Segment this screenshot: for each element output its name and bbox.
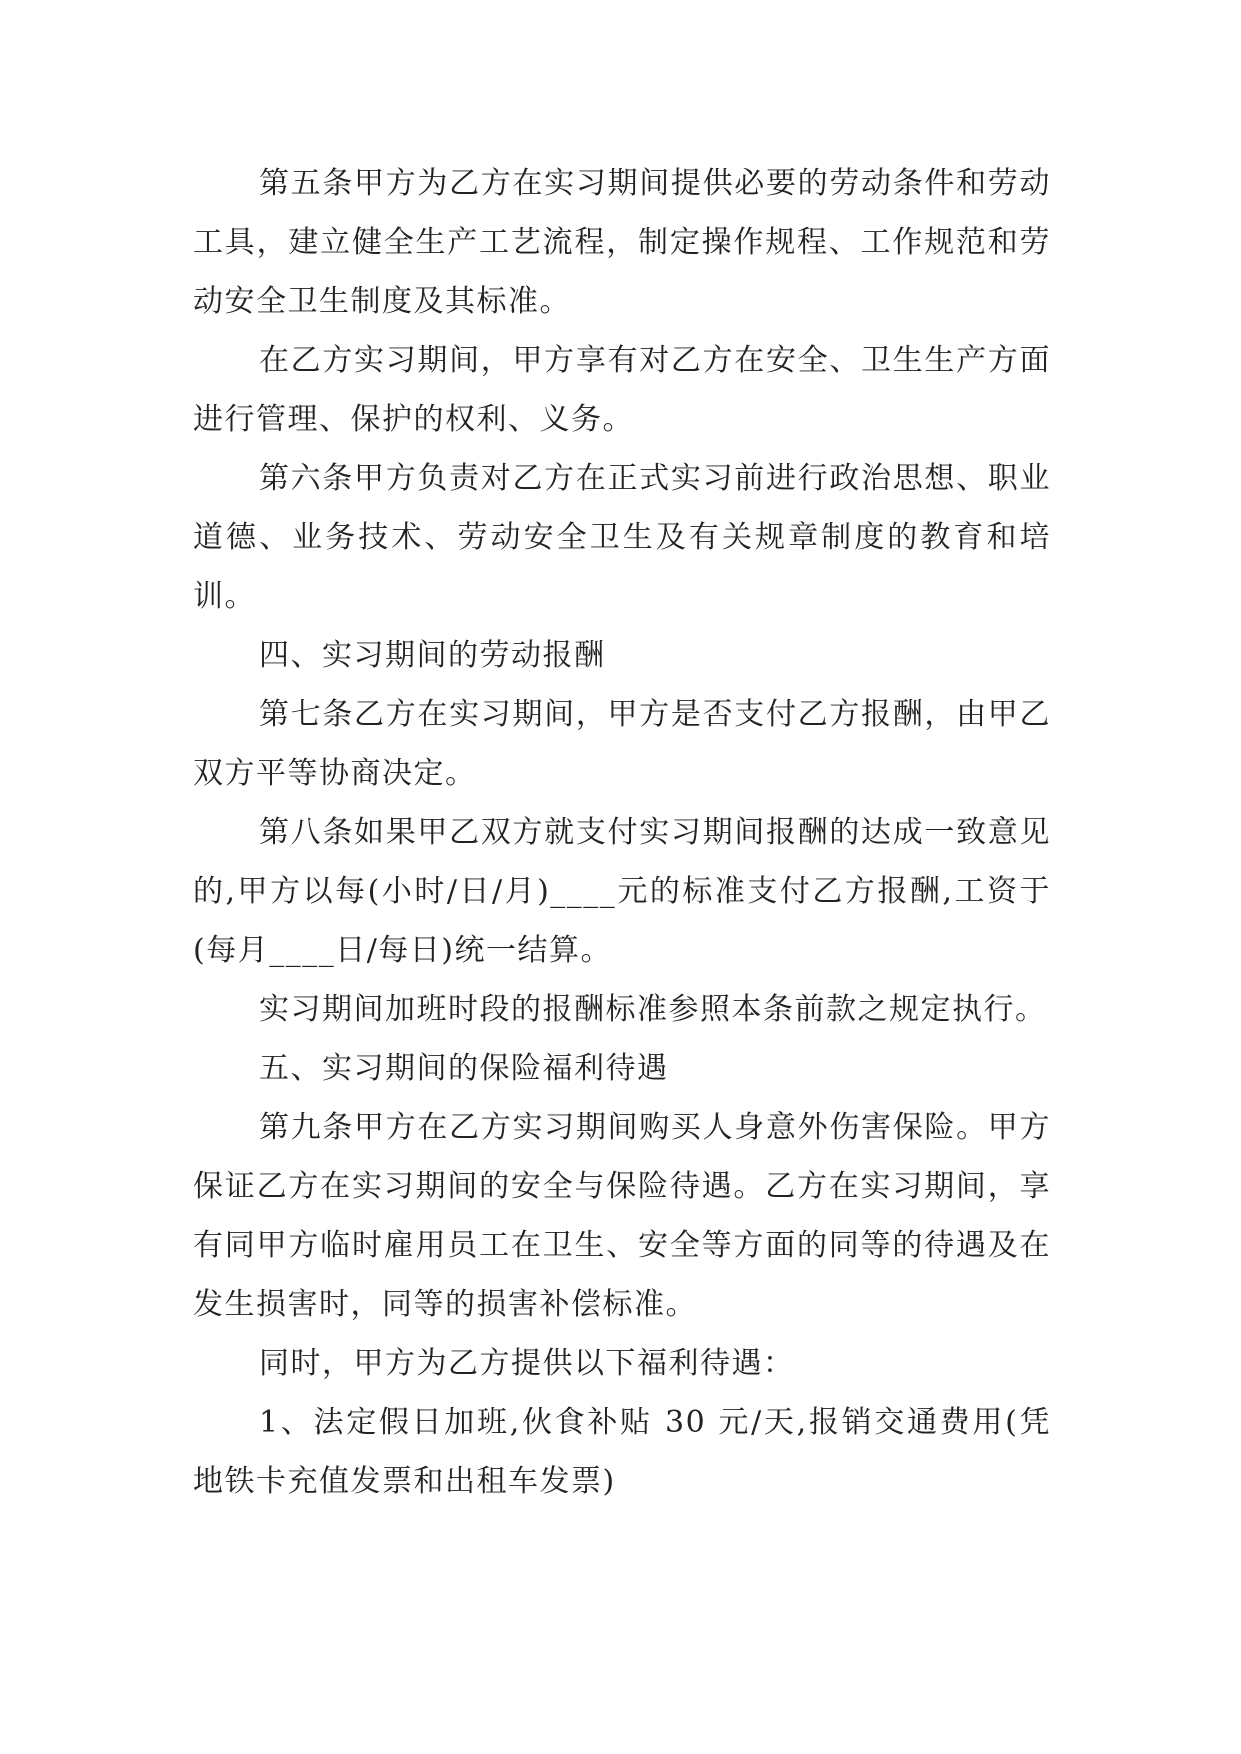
list-item-holiday-overtime: 1、法定假日加班,伙食补贴 30 元/天,报销交通费用(凭地铁卡充值发票和出租车发票): [193, 1405, 1051, 1499]
paragraph-article-7: 第七条乙方在实习期间，甲方是否支付乙方报酬，由甲乙双方平等协商决定。: [193, 697, 1051, 791]
paragraph-article-5: 第五条甲方为乙方在实习期间提供必要的劳动条件和劳动工具，建立健全生产工艺流程，制定操作规程、工作规范和劳动安全卫生制度及其标准。: [193, 166, 1051, 319]
paragraph-overtime: 实习期间加班时段的报酬标准参照本条前款之规定执行。: [259, 992, 1047, 1027]
paragraph-welfare-intro: 同时，甲方为乙方提供以下福利待遇：: [259, 1346, 795, 1381]
document-body: [193, 154, 1051, 1511]
paragraph-article-9: 第九条甲方在乙方实习期间购买人身意外伤害保险。甲方保证乙方在实习期间的安全与保险待遇。乙方在实习期间，享有同甲方临时雇用员工在卫生、安全等方面的同等的待遇及在发生损害时，同等的损害补偿标准。: [193, 1110, 1051, 1322]
section-heading-insurance: 五、实习期间的保险福利待遇: [259, 1051, 669, 1086]
paragraph-safety-management: 在乙方实习期间，甲方享有对乙方在安全、卫生生产方面进行管理、保护的权利、义务。: [193, 343, 1051, 437]
paragraph-article-8: 第八条如果甲乙双方就支付实习期间报酬的达成一致意见的,甲方以每(小时/日/月)____元的标准支付乙方报酬,工资于(每月____日/每日)统一结算。: [193, 815, 1051, 968]
section-heading-remuneration: 四、实习期间的劳动报酬: [259, 638, 606, 673]
paragraph-article-6: 第六条甲方负责对乙方在正式实习前进行政治思想、职业道德、业务技术、劳动安全卫生及有关规章制度的教育和培训。: [193, 461, 1051, 614]
